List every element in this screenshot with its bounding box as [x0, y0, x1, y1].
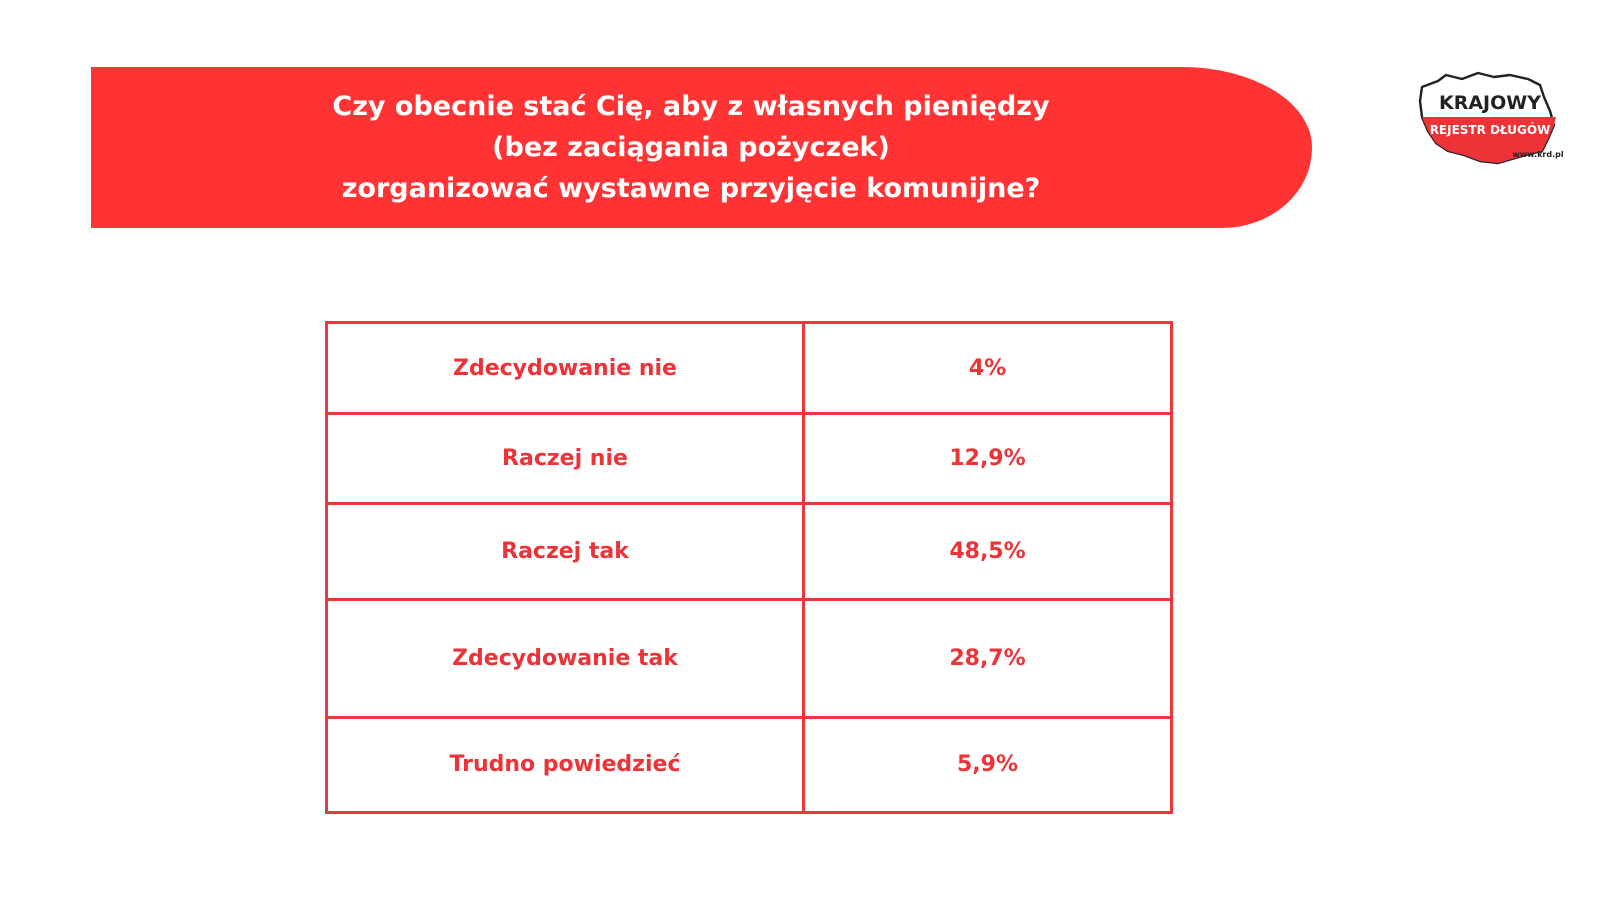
row-label: Raczej tak — [327, 503, 804, 599]
row-value: 5,9% — [804, 717, 1172, 812]
table-row — [327, 323, 1172, 414]
row-value: 4% — [804, 323, 1172, 414]
title-line-3: zorganizować wystawne przyjęcie komunijne? — [341, 173, 1041, 204]
row-label: Zdecydowanie tak — [327, 600, 804, 717]
title-banner — [91, 67, 1312, 228]
row-value: 12,9% — [804, 414, 1172, 503]
krd-logo — [1416, 71, 1566, 171]
row-value: 28,7% — [804, 600, 1172, 717]
row-value: 48,5% — [804, 503, 1172, 599]
row-label: Zdecydowanie nie — [327, 323, 804, 414]
page-title — [91, 86, 1291, 209]
title-line-1: Czy obecnie stać Cię, aby z własnych pieniędzy — [332, 91, 1050, 122]
title-line-2: (bez zaciągania pożyczek) — [492, 132, 890, 163]
logo-line-2: REJESTR DŁUGÓW — [1429, 123, 1551, 137]
table-row — [327, 503, 1172, 599]
logo-url: www.krd.pl — [1512, 150, 1564, 159]
logo-line-1: KRAJOWY — [1439, 92, 1541, 114]
results-table — [325, 321, 1173, 814]
row-label: Trudno powiedzieć — [327, 717, 804, 812]
row-label: Raczej nie — [327, 414, 804, 503]
table-row — [327, 414, 1172, 503]
table-row — [327, 600, 1172, 717]
table-row — [327, 717, 1172, 812]
